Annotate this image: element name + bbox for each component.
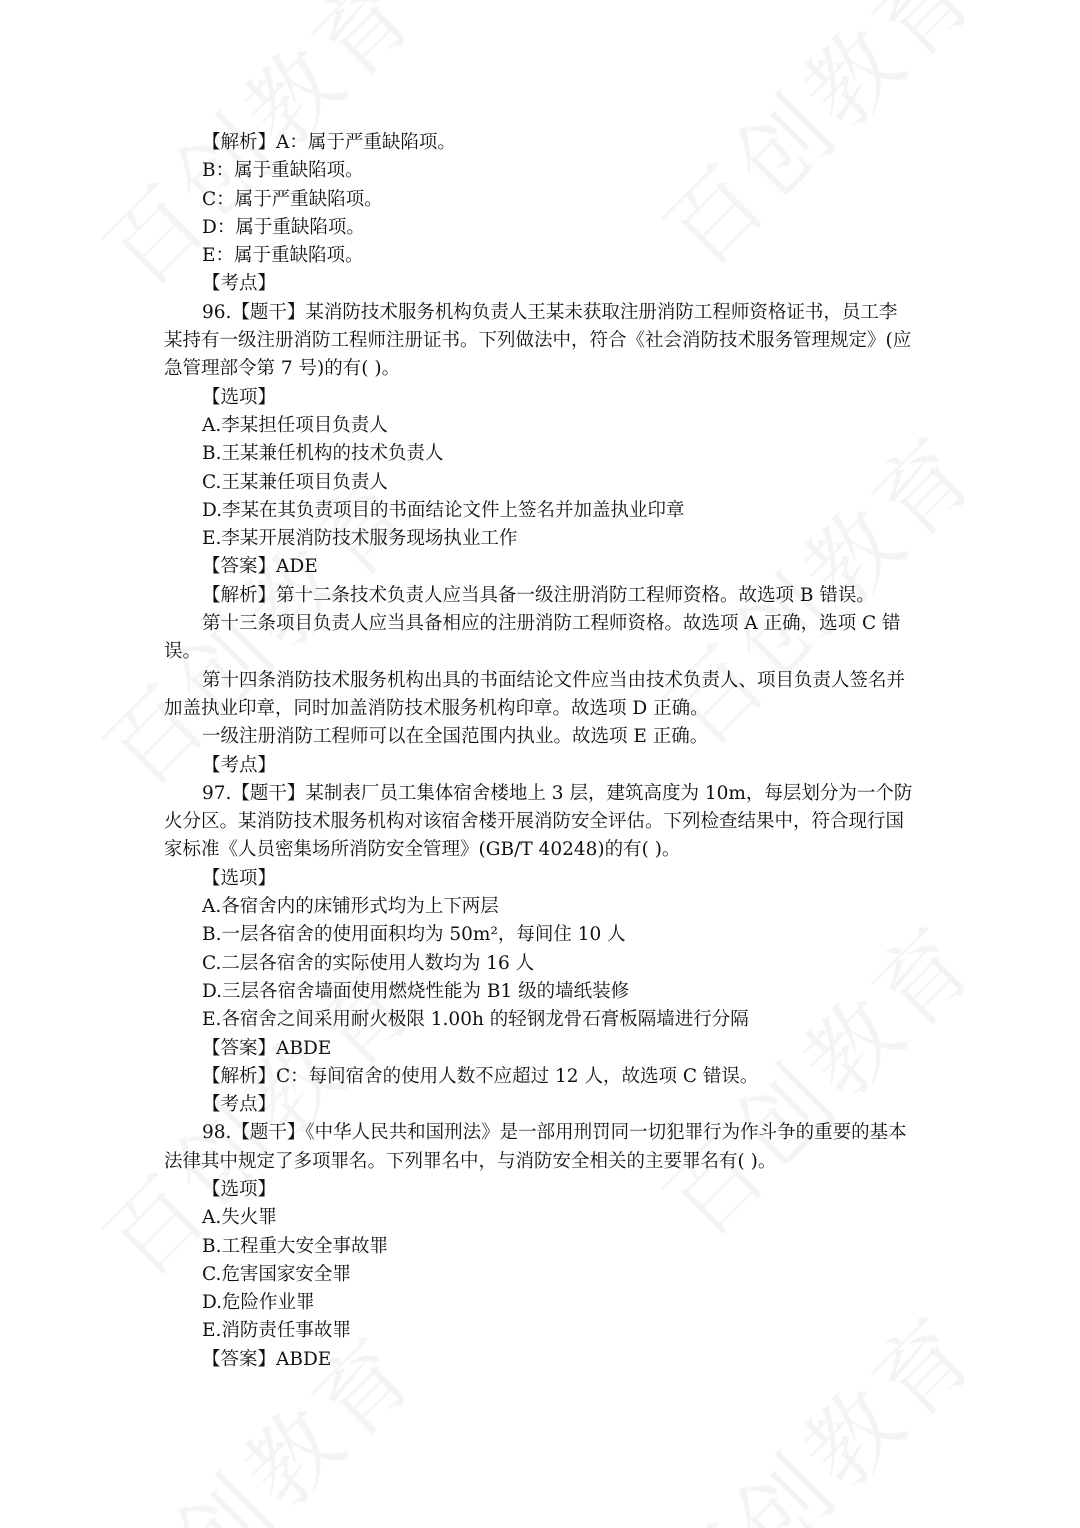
text-line: 家标准《人员密集场所消防安全管理》(GB/T 40248)的有( )。 [164,839,681,861]
text-line: 第十四条消防技术服务机构出具的书面结论文件应当由技术负责人、项目负责人签名并 [202,669,906,691]
text-line: A.李某担任项目负责人 [202,414,388,436]
text-line: 【选项】 [202,1178,277,1200]
text-line: B.工程重大安全事故罪 [202,1235,388,1257]
text-line: 【解析】A：属于严重缺陷项。 [202,132,456,153]
text-line: 【解析】第十二条技术负责人应当具备一级注册消防工程师资格。故选项 B 错误。 [202,584,875,606]
text-line: E：属于重缺陷项。 [202,245,364,267]
text-line: C.王某兼任项目负责人 [202,471,388,493]
text-line: 98.【题干】《中华人民共和国刑法》是一部用刑罚同一切犯罪行为作斗争的重要的基本 [202,1122,907,1144]
text-line: C：属于严重缺陷项。 [202,188,383,210]
document-body [164,129,916,1374]
text-line: D.三层各宿舍墙面使用燃烧性能为 B1 级的墙纸装修 [202,980,630,1002]
text-line: 【考点】 [202,273,277,295]
text-line: C.二层各宿舍的实际使用人数均为 16 人 [202,952,535,974]
text-line: 【答案】ABDE [202,1037,332,1059]
text-line: 96.【题干】某消防技术服务机构负责人王某未获取注册消防工程师资格证书，员工李 [202,301,898,323]
text-line: 误。 [164,641,202,663]
text-line: 【解析】C：每间宿舍的使用人数不应超过 12 人，故选项 C 错误。 [202,1065,759,1087]
text-line: 急管理部令第 7 号)的有( )。 [164,358,401,380]
text-line: A.失火罪 [202,1207,277,1229]
text-line: D.李某在其负责项目的书面结论文件上签名并加盖执业印章 [202,499,685,521]
text-line: 【答案】ADE [202,556,318,578]
text-line: 97.【题干】某制表厂员工集体宿舍楼地上 3 层，建筑高度为 10m，每层划分为一个防 [202,782,913,804]
text-line: B.一层各宿舍的使用面积均为 50m²，每间住 10 人 [202,924,626,946]
text-line: 一级注册消防工程师可以在全国范围内执业。故选项 E 正确。 [202,726,709,748]
text-line: C.危害国家安全罪 [202,1263,351,1285]
text-line: 加盖执业印章，同时加盖消防技术服务机构印章。故选项 D 正确。 [164,697,709,719]
text-line: 第十三条项目负责人应当具备相应的注册消防工程师资格。故选项 A 正确，选项 C 错 [202,613,901,635]
text-line: 【答案】ABDE [202,1348,332,1370]
text-line: D：属于重缺陷项。 [202,216,365,238]
text-line: B.王某兼任机构的技术负责人 [202,443,444,465]
text-line: E.各宿舍之间采用耐火极限 1.00h 的轻钢龙骨石膏板隔墙进行分隔 [202,1009,749,1031]
text-line: D.危险作业罪 [202,1292,315,1314]
text-line: 【考点】 [202,1094,277,1116]
text-line: 法律其中规定了多项罪名。下列罪名中，与消防安全相关的主要罪名有( )。 [164,1150,777,1172]
text-line: E.消防责任事故罪 [202,1320,351,1342]
text-line: B：属于重缺陷项。 [202,160,364,182]
text-line: 【选项】 [202,386,277,408]
text-line: A.各宿舍内的床铺形式均为上下两层 [202,896,499,918]
text-line: 【选项】 [202,867,277,889]
text-line: 火分区。某消防技术服务机构对该宿舍楼开展消防安全评估。下列检查结果中，符合现行国 [164,811,905,833]
text-line: E.李某开展消防技术服务现场执业工作 [202,528,518,550]
text-line: 【考点】 [202,754,277,776]
text-line: 某持有一级注册消防工程师注册证书。下列做法中，符合《社会消防技术服务管理规定》(应 [164,330,912,352]
